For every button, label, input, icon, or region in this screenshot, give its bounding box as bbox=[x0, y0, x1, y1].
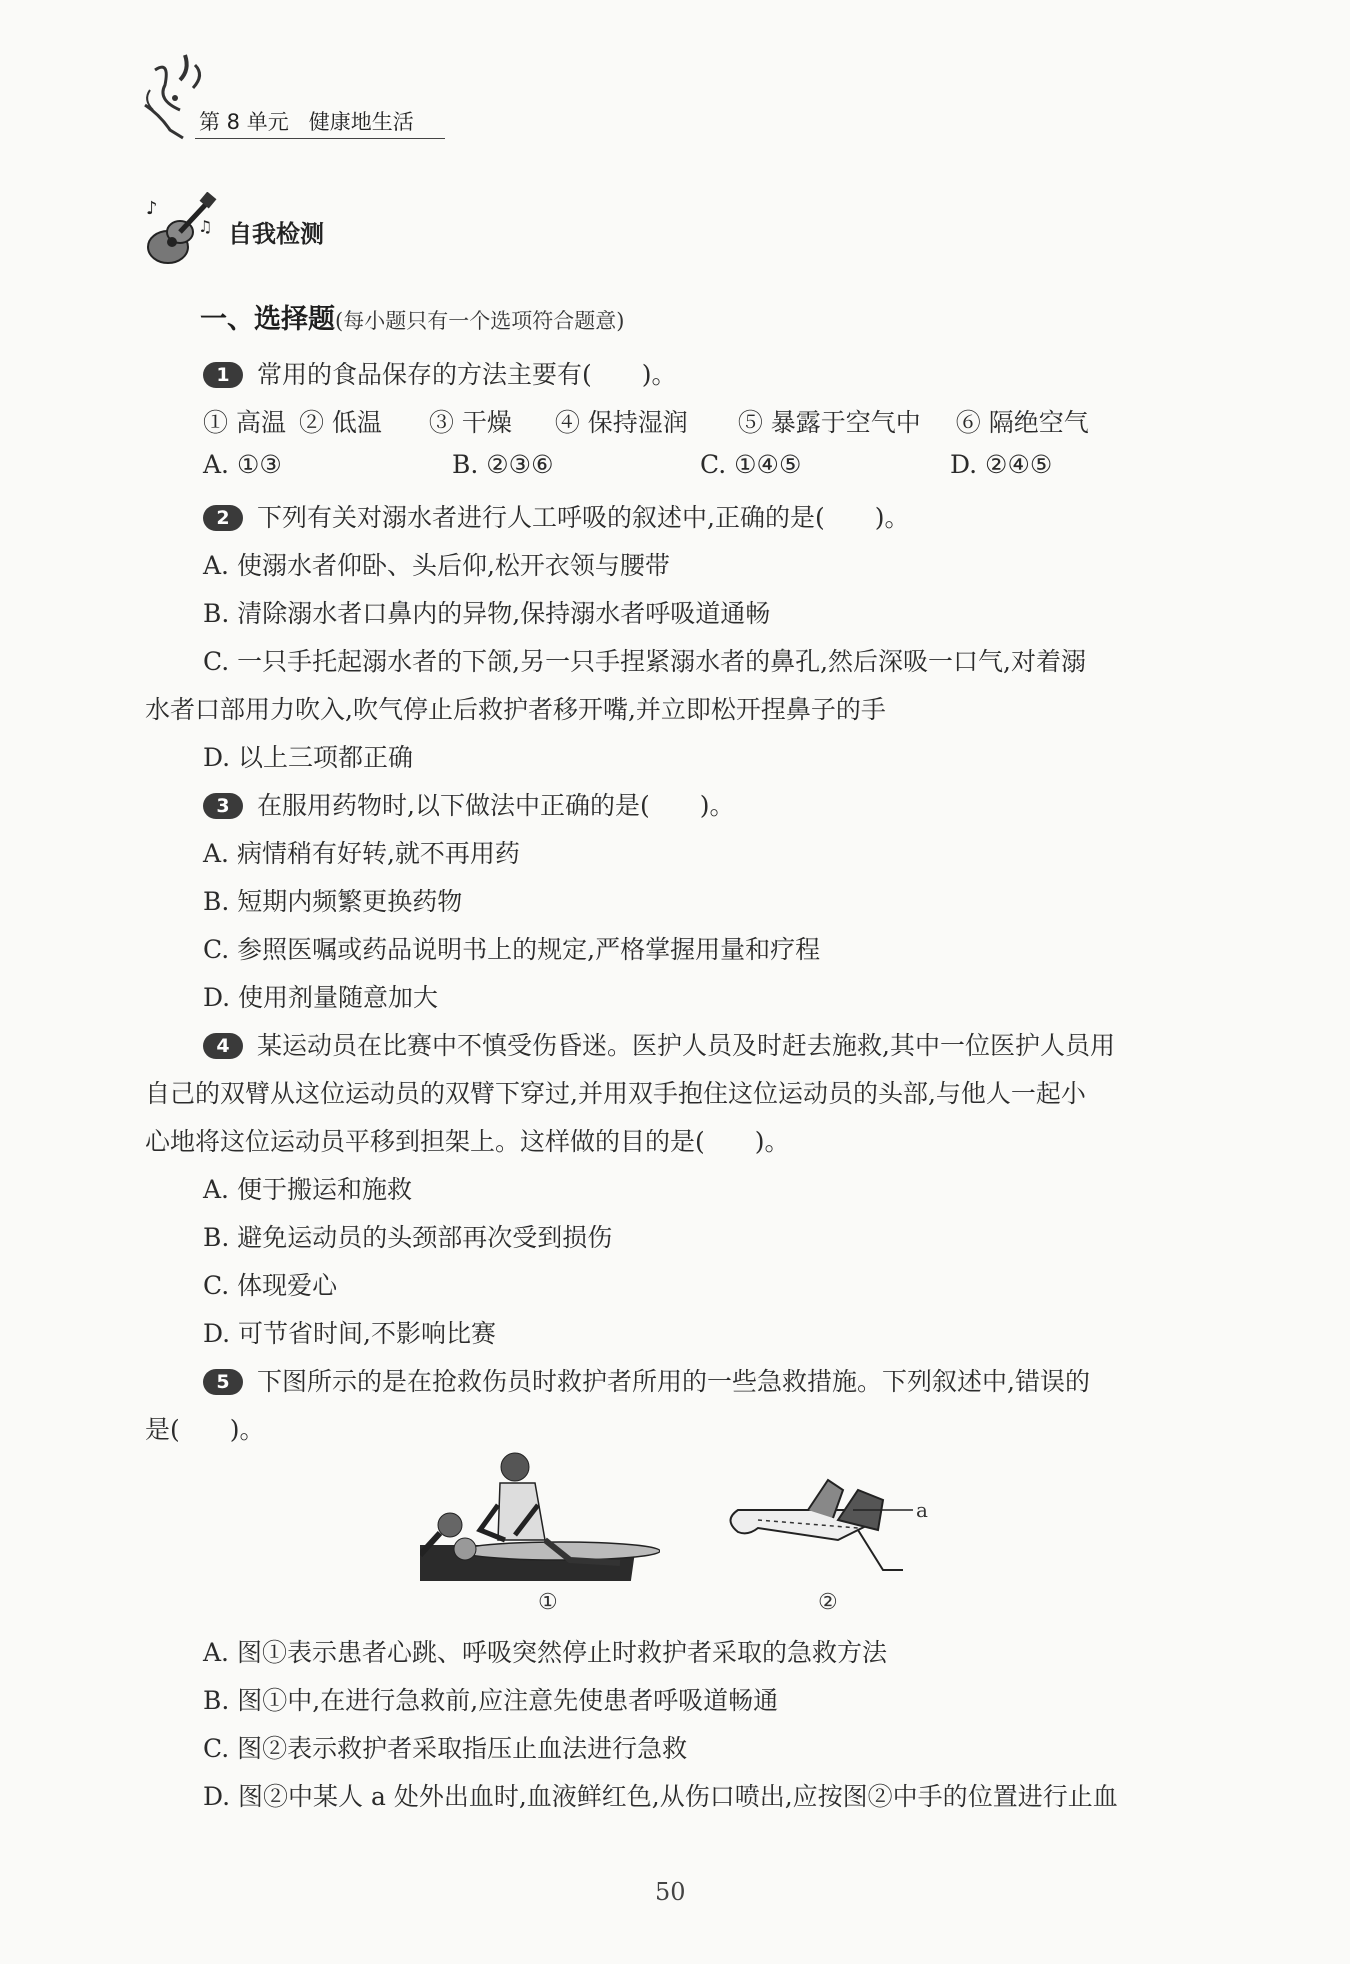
option-b: B. 清除溺水者口鼻内的异物,保持溺水者呼吸道通畅 bbox=[203, 599, 771, 628]
item: ⑥ 隔绝空气 bbox=[955, 408, 1089, 437]
arm-compression-illustration bbox=[718, 1470, 938, 1585]
unit-number: 第 8 单元 bbox=[199, 110, 289, 134]
figure-label-a: a bbox=[916, 1498, 928, 1522]
figure-caption-1: ① bbox=[538, 1590, 558, 1615]
question-5-stem bbox=[203, 1362, 1090, 1398]
question-text: 下图所示的是在抢救伤员时救护者所用的一些急救措施。下列叙述中,错误的 bbox=[257, 1367, 1090, 1396]
figure-caption-2: ② bbox=[818, 1590, 838, 1615]
question-3-stem bbox=[203, 786, 734, 822]
option-c: C. 图②表示救护者采取指压止血法进行急救 bbox=[203, 1734, 688, 1763]
header-divider bbox=[195, 138, 445, 139]
question-text-continued: 心地将这位运动员平移到担架上。这样做的目的是( )。 bbox=[145, 1127, 790, 1156]
item: ② 低温 bbox=[298, 408, 382, 437]
option-a: A. 病情稍有好转,就不再用药 bbox=[203, 839, 520, 868]
option-b: B. ②③⑥ bbox=[452, 450, 554, 479]
option-c: C. 参照医嘱或药品说明书上的规定,严格掌握用量和疗程 bbox=[203, 935, 821, 964]
part-title: 一、选择题 bbox=[200, 304, 335, 335]
question-number-badge: 5 bbox=[203, 1369, 243, 1395]
question-text-continued: 是( )。 bbox=[145, 1415, 265, 1444]
unit-topic: 健康地生活 bbox=[308, 110, 414, 134]
option-d: D. 使用剂量随意加大 bbox=[203, 983, 439, 1012]
option-b: B. 避免运动员的头颈部再次受到损伤 bbox=[203, 1223, 613, 1252]
question-number-badge: 2 bbox=[203, 505, 243, 531]
question-1-items bbox=[203, 403, 1089, 439]
option-d: D. 可节省时间,不影响比赛 bbox=[203, 1319, 496, 1348]
svg-text:♫: ♫ bbox=[198, 217, 213, 236]
question-text-continued: 自己的双臂从这位运动员的双臂下穿过,并用双手抱住这位运动员的头部,与他人一起小 bbox=[145, 1079, 1086, 1108]
question-number-badge: 1 bbox=[203, 362, 243, 388]
item: ⑤ 暴露于空气中 bbox=[737, 408, 921, 437]
option-c: C. 一只手托起溺水者的下颌,另一只手捏紧溺水者的鼻孔,然后深吸一口气,对着溺 bbox=[203, 647, 1086, 676]
question-text: 下列有关对溺水者进行人工呼吸的叙述中,正确的是( )。 bbox=[257, 503, 910, 532]
question-number-badge: 4 bbox=[203, 1033, 243, 1059]
section-title: 自我检测 bbox=[228, 220, 324, 248]
question-number-badge: 3 bbox=[203, 793, 243, 819]
question-1-stem bbox=[203, 355, 677, 391]
item: ④ 保持湿润 bbox=[554, 408, 688, 437]
question-text: 常用的食品保存的方法主要有( )。 bbox=[257, 360, 677, 389]
item: ① 高温 bbox=[203, 408, 286, 437]
option-d: D. ②④⑤ bbox=[950, 450, 1053, 479]
page-number: 50 bbox=[655, 1878, 686, 1906]
option-a: A. 使溺水者仰卧、头后仰,松开衣领与腰带 bbox=[203, 551, 670, 580]
option-b: B. 短期内频繁更换药物 bbox=[203, 887, 463, 916]
option-d: D. 以上三项都正确 bbox=[203, 743, 414, 772]
option-a: A. ①③ bbox=[203, 450, 282, 479]
question-text: 在服用药物时,以下做法中正确的是( )。 bbox=[257, 791, 735, 820]
part-note: (每小题只有一个选项符合题意) bbox=[335, 309, 625, 333]
option-a: A. 图①表示患者心跳、呼吸突然停止时救护者采取的急救方法 bbox=[203, 1638, 887, 1667]
part-heading bbox=[200, 297, 624, 336]
option-c: C. ①④⑤ bbox=[700, 450, 802, 479]
guitar-icon bbox=[140, 192, 220, 270]
item: ③ 干燥 bbox=[428, 408, 512, 437]
option-b: B. 图①中,在进行急救前,应注意先使患者呼吸道畅通 bbox=[203, 1686, 779, 1715]
option-c: C. 体现爱心 bbox=[203, 1271, 338, 1300]
question-text: 某运动员在比赛中不慎受伤昏迷。医护人员及时赶去施救,其中一位医护人员用 bbox=[257, 1031, 1115, 1060]
option-c-continued: 水者口部用力吹入,吹气停止后救护者移开嘴,并立即松开捏鼻子的手 bbox=[145, 695, 886, 724]
option-d: D. 图②中某人 a 处外出血时,血液鲜红色,从伤口喷出,应按图②中手的位置进行止血 bbox=[203, 1782, 1118, 1811]
unit-heading bbox=[199, 106, 414, 136]
question-2-stem bbox=[203, 498, 909, 534]
svg-text:♪: ♪ bbox=[146, 198, 158, 219]
page-header bbox=[135, 50, 435, 150]
question-4-stem bbox=[203, 1026, 1115, 1062]
option-a: A. 便于搬运和施救 bbox=[203, 1175, 412, 1204]
cpr-illustration bbox=[420, 1445, 660, 1585]
